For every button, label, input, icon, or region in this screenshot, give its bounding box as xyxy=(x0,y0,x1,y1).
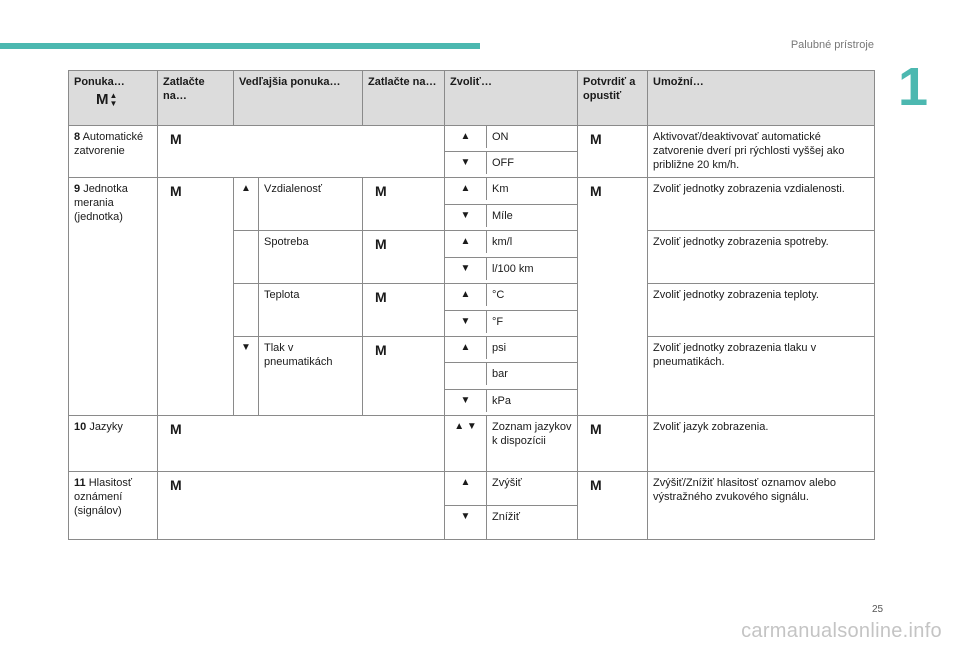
arrow-up-icon: ▲ xyxy=(460,183,471,194)
arrow-down-icon: ▼ xyxy=(460,209,471,221)
m-key-icon: M xyxy=(590,183,602,199)
desc-cell: Aktivovať/deaktivovať automatické zatvorenie dverí pri rýchlosti vyššej ako približne 20 km/h. xyxy=(648,126,875,178)
section-title: Palubné prístroje xyxy=(790,39,874,51)
table-row xyxy=(69,472,875,506)
select-cell: ▲ psi xyxy=(445,337,578,363)
confirm-cell xyxy=(578,126,648,178)
desc-cell: Zvoliť jednotky zobrazenia tlaku v pneumatikách. xyxy=(648,337,875,416)
press-cell xyxy=(158,416,445,472)
select-cell: bar xyxy=(445,363,578,389)
m-key-icon: M xyxy=(375,289,387,305)
col-allows: Umožní… xyxy=(648,71,875,126)
m-key-icon: M xyxy=(375,236,387,252)
select-cell: ▼ kPa xyxy=(445,389,578,415)
page-number: 25 xyxy=(872,604,884,615)
arrow-up-icon: ▲ xyxy=(241,183,251,194)
options-table xyxy=(68,70,875,540)
m-key-icon: M xyxy=(375,183,387,199)
col-select: Zvoliť… xyxy=(445,71,578,126)
submenu-cell: ▼ Tlak v pneumatikách xyxy=(234,337,363,416)
select-cell: ▲ km/l xyxy=(445,231,578,258)
select-cell: ▼ l/100 km xyxy=(445,257,578,284)
select-cell: ▲ Km xyxy=(445,178,578,205)
m-key-icon: M xyxy=(170,421,182,437)
desc-cell: Zvýšiť/Znížiť hlasitosť oznamov alebo výstražného zvukového signálu. xyxy=(648,472,875,540)
press-cell xyxy=(158,126,445,178)
m-key-icon: M xyxy=(170,131,182,147)
press-cell xyxy=(158,178,234,416)
select-cell: ▼ Míle xyxy=(445,204,578,231)
col-confirm: Potvrdiť a opustiť xyxy=(578,71,648,126)
select-cell: ▲ ON xyxy=(445,126,578,152)
select-cell: ▼ °F xyxy=(445,310,578,337)
watermark: carmanualsonline.info xyxy=(741,620,942,642)
arrow-updown-icon: ▲ ▼ xyxy=(454,421,477,432)
arrow-down-icon: ▼ xyxy=(460,262,471,274)
m-key-icon: M xyxy=(590,421,602,437)
menu-key-updown-icon: M ▲ ▼ xyxy=(96,91,118,108)
col-submenu: Vedľajšia ponuka… xyxy=(234,71,363,126)
press-cell xyxy=(158,472,445,540)
desc-cell: Zvoliť jednotky zobrazenia spotreby. xyxy=(648,231,875,284)
table-row xyxy=(69,416,875,472)
confirm-cell xyxy=(578,178,648,416)
chapter-number: 1 xyxy=(898,57,929,117)
confirm-cell xyxy=(578,472,648,540)
press-cell xyxy=(363,284,445,337)
menu-cell: 8 Automatické zatvorenie xyxy=(69,126,158,178)
submenu-cell: Spotreba xyxy=(234,231,363,284)
select-cell: ▼ Znížiť xyxy=(445,506,578,540)
select-cell: ▲ ▼ Zoznam jazykov k dispozícii xyxy=(445,416,578,472)
arrow-down-icon: ▼ xyxy=(460,157,471,168)
menu-cell: 9 Jednotka merania (jednotka) xyxy=(69,178,158,416)
arrow-down-icon: ▼ xyxy=(241,342,251,353)
desc-cell: Zvoliť jazyk zobrazenia. xyxy=(648,416,875,472)
select-cell: ▲ Zvýšiť xyxy=(445,472,578,506)
arrow-down-icon: ▼ xyxy=(460,511,471,522)
arrow-up-icon: ▲ xyxy=(460,342,471,353)
m-key-icon: M xyxy=(170,183,182,199)
menu-cell: 10 Jazyky xyxy=(69,416,158,472)
arrow-up-icon: ▲ xyxy=(460,236,471,247)
arrow-up-icon: ▲ xyxy=(460,477,471,488)
press-cell xyxy=(363,337,445,416)
desc-cell: Zvoliť jednotky zobrazenia vzdialenosti. xyxy=(648,178,875,231)
press-cell xyxy=(363,231,445,284)
m-key-icon: M xyxy=(375,342,387,358)
submenu-cell: Teplota xyxy=(234,284,363,337)
table-header-row xyxy=(69,71,875,126)
table-row xyxy=(69,126,875,152)
m-key-icon: M xyxy=(590,131,602,147)
menu-cell: 11 Hlasitosť oznámení (signálov) xyxy=(69,472,158,540)
desc-cell: Zvoliť jednotky zobrazenia teploty. xyxy=(648,284,875,337)
submenu-cell: ▲ Vzdialenosť xyxy=(234,178,363,231)
arrow-up-icon: ▲ xyxy=(460,131,471,142)
press-cell xyxy=(363,178,445,231)
table-row xyxy=(69,178,875,205)
col-press-2: Zatlačte na… xyxy=(363,71,445,126)
arrow-down-icon: ▼ xyxy=(460,394,471,406)
arrow-up-icon: ▲ xyxy=(460,289,471,300)
col-menu: Ponuka… M ▲ ▼ xyxy=(69,71,158,126)
confirm-cell xyxy=(578,416,648,472)
m-key-icon: M xyxy=(590,477,602,493)
arrow-down-icon: ▼ xyxy=(460,315,471,327)
select-cell: ▼ OFF xyxy=(445,152,578,178)
col-press-1: Zatlačte na… xyxy=(158,71,234,126)
select-cell: ▲ °C xyxy=(445,284,578,311)
header-accent-bar xyxy=(0,43,480,49)
m-key-icon: M xyxy=(170,477,182,493)
